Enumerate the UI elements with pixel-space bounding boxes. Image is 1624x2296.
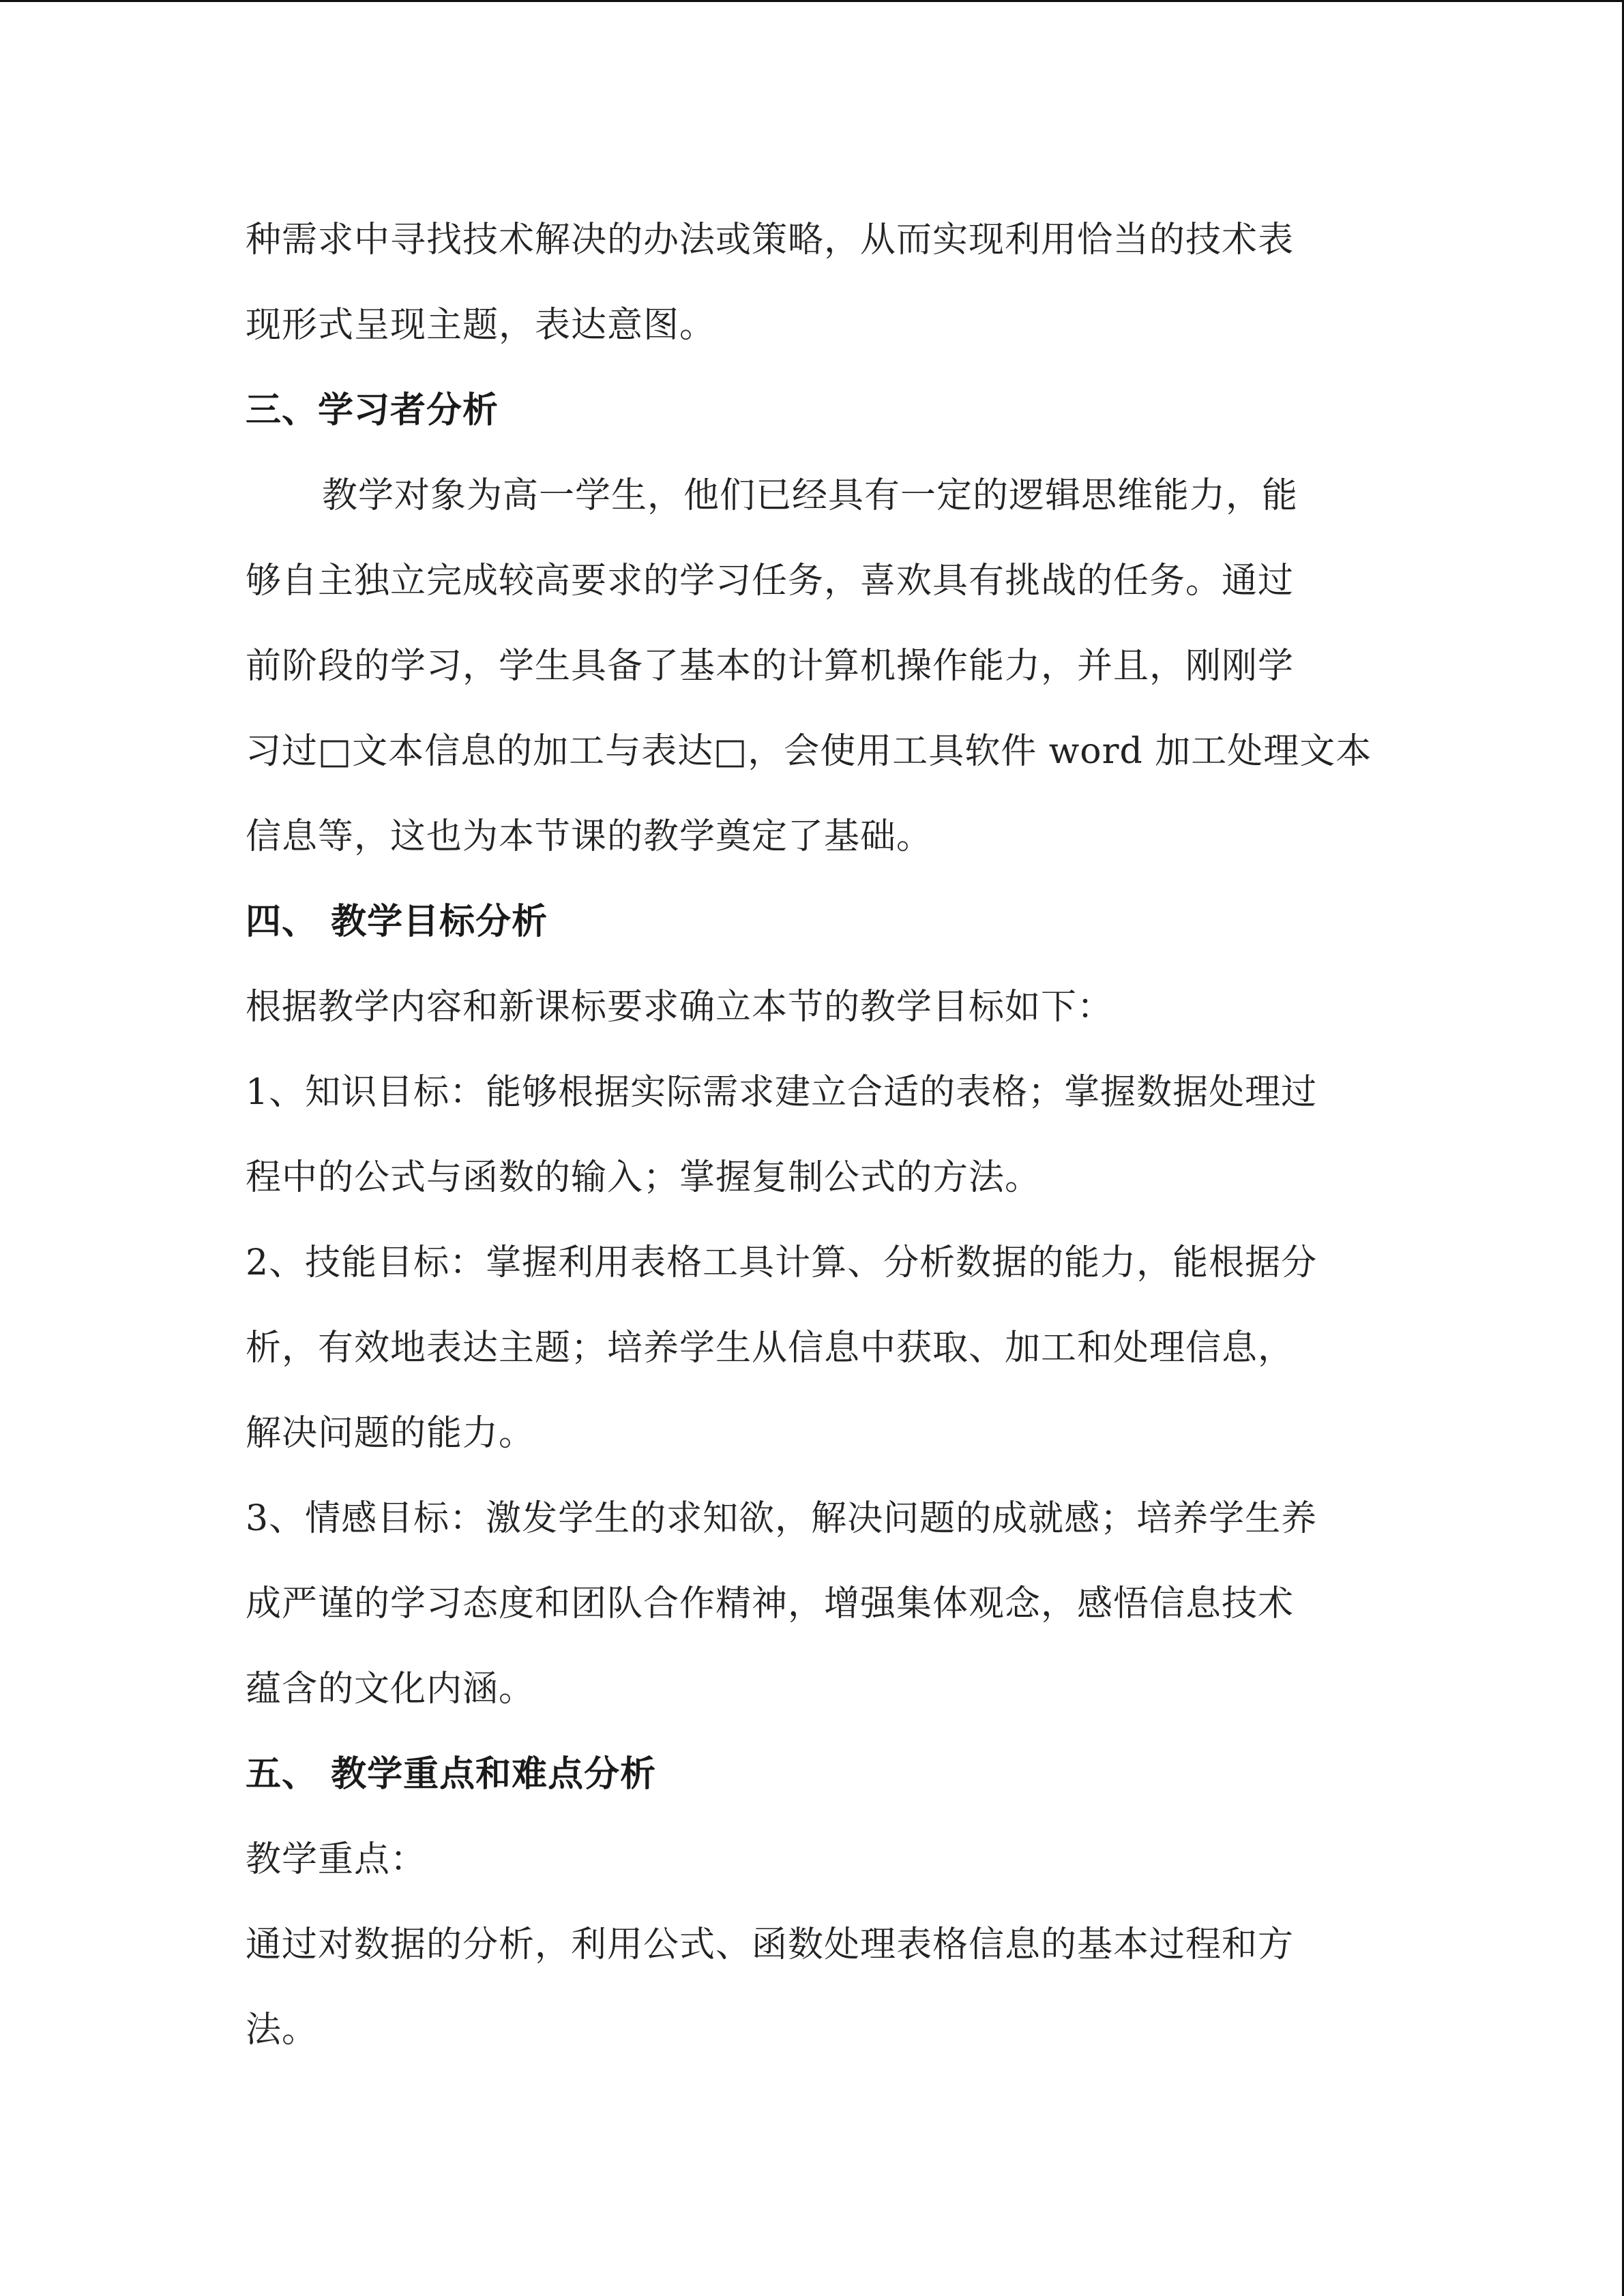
paragraph-line: 够自主独立完成较高要求的学习任务，喜欢具有挑战的任务。通过 xyxy=(246,561,1295,601)
paragraph-line: 教学对象为高一学生，他们已经具有一定的逻辑思维能力，能 xyxy=(322,475,1299,516)
paragraph-line: 析，有效地表达主题；培养学生从信息中获取、加工和处理信息， xyxy=(246,1328,1295,1369)
section-heading-teaching-goals: 四、 教学目标分析 xyxy=(246,901,548,942)
paragraph-line: 现形式呈现主题，表达意图。 xyxy=(246,305,716,346)
subheading-teaching-focus: 教学重点： xyxy=(246,1839,427,1880)
paragraph-line: 前阶段的学习，学生具备了基本的计算机操作能力，并且，刚刚学 xyxy=(246,646,1295,687)
list-item-skill-goal: 2、技能目标：掌握利用表格工具计算、分析数据的能力，能根据分 xyxy=(246,1242,1318,1283)
paragraph-line: 通过对数据的分析，利用公式、函数处理表格信息的基本过程和方 xyxy=(246,1924,1295,1965)
paragraph-line: 习过□文本信息的加工与表达□，会使用工具软件 word 加工处理文本 xyxy=(246,731,1372,772)
paragraph-line: 成严谨的学习态度和团队合作精神，增强集体观念，感悟信息技术 xyxy=(246,1583,1295,1624)
list-item-knowledge-goal: 1、知识目标：能够根据实际需求建立合适的表格；掌握数据处理过 xyxy=(246,1072,1318,1113)
list-item-emotion-goal: 3、情感目标：激发学生的求知欲，解决问题的成就感；培养学生养 xyxy=(246,1498,1318,1539)
paragraph-line: 信息等，这也为本节课的教学奠定了基础。 xyxy=(246,816,933,857)
section-heading-learner-analysis: 三、学习者分析 xyxy=(246,389,499,431)
paragraph-line: 法。 xyxy=(246,2010,319,2051)
paragraph-line: 根据教学内容和新课标要求确立本节的教学目标如下： xyxy=(246,987,1114,1028)
section-heading-key-points: 五、 教学重点和难点分析 xyxy=(246,1753,657,1795)
paragraph-line: 解决问题的能力。 xyxy=(246,1413,535,1454)
paragraph-line: 程中的公式与函数的输入；掌握复制公式的方法。 xyxy=(246,1157,1042,1198)
paragraph-line: 蕴含的文化内涵。 xyxy=(246,1669,535,1710)
paragraph-line: 种需求中寻找技术解决的办法或策略，从而实现利用恰当的技术表 xyxy=(246,220,1295,260)
document-page xyxy=(0,2,1622,2296)
